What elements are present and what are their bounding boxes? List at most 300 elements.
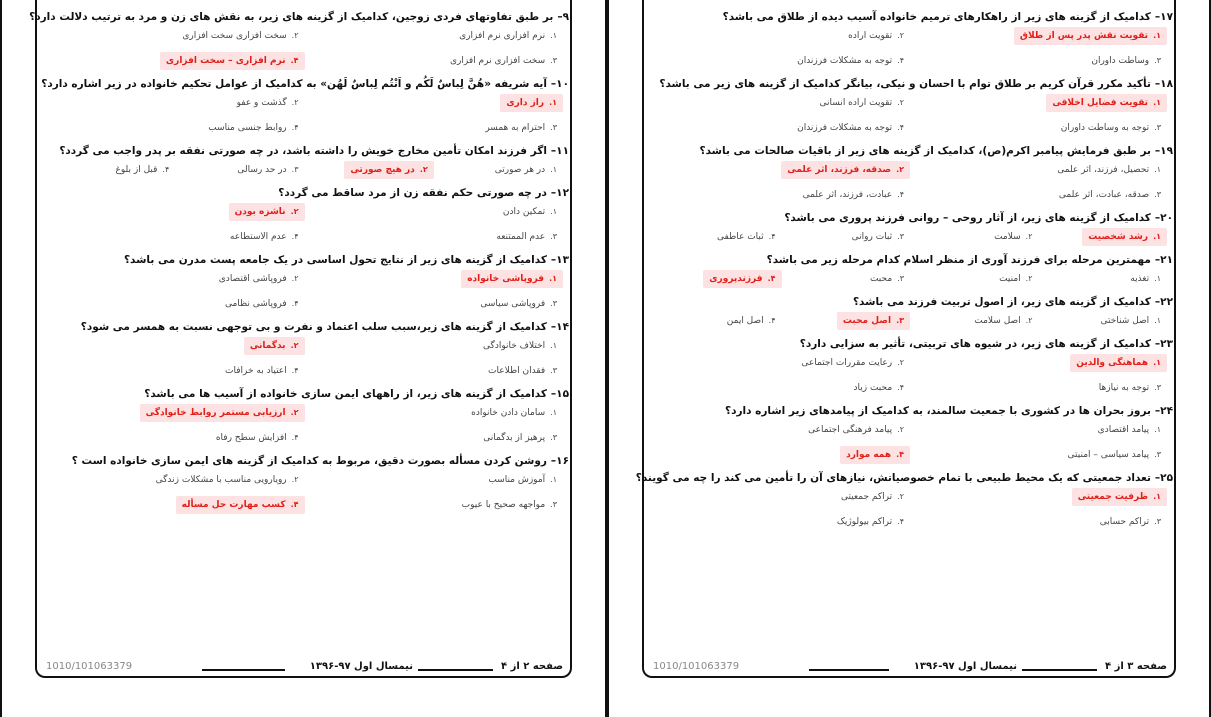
option — [213, 270, 305, 288]
option-number: ۲. — [897, 358, 904, 367]
option-number: ۴. — [291, 433, 299, 442]
option-text: احترام به همسر — [485, 123, 546, 133]
question-block — [653, 253, 1173, 288]
option — [497, 203, 563, 221]
option-number: ۴. — [768, 316, 776, 325]
question-block — [29, 10, 569, 70]
question-stem: کدامیک از گزینه های زیر، از راههای ایمن سازی خانواده از آسیب ها می باشد؟ — [144, 388, 547, 400]
option — [846, 228, 910, 246]
option-text: توجه به مشکلات فرزندان — [797, 56, 893, 66]
question-text — [41, 77, 569, 91]
option-text: صدقه، عبادت، اثر علمی — [1058, 190, 1150, 200]
option-number: ۳. — [550, 500, 557, 509]
question-number: ۱۴– — [550, 321, 569, 333]
option-text: تقویت نقش پدر پس از طلاق — [1019, 31, 1149, 41]
question-number: ۱۷– — [1154, 11, 1173, 23]
option-text: صدقه، فرزند، اثر علمی — [787, 165, 892, 175]
option-text: افزایش سطح رفاه — [215, 433, 287, 443]
option-number: ۴. — [897, 123, 904, 132]
options-grid — [46, 161, 569, 179]
question-text — [46, 320, 569, 334]
option — [150, 471, 305, 489]
option-number: ۴. — [897, 56, 904, 65]
page-number: صفحه ۳ از ۴ — [1105, 661, 1167, 672]
option-text: محبت — [869, 274, 893, 284]
option-text: تقویت اراده — [848, 31, 893, 41]
option-number: ۱. — [1154, 274, 1161, 283]
option-correct — [1072, 488, 1167, 506]
option-number: ۱. — [1153, 98, 1161, 107]
option-text: تمکین دادن — [502, 207, 546, 217]
option-text: نرم افزاری – سخت افزاری — [165, 56, 286, 66]
question-text — [653, 10, 1173, 24]
option-correct — [176, 496, 305, 514]
question-text — [46, 144, 569, 158]
options-grid — [46, 337, 569, 380]
option-number: ۲. — [897, 425, 904, 434]
question-number: ۱۳– — [550, 254, 569, 266]
option — [1051, 161, 1167, 179]
options-grid — [653, 94, 1173, 137]
option-text: تراکم حسابی — [1099, 517, 1150, 527]
option — [479, 119, 563, 137]
option-number: ۲. — [291, 274, 299, 283]
option-text: اصل سلامت — [974, 316, 1021, 326]
question-text — [46, 253, 569, 267]
question-stem: کدامیک از گزینه های زیر از راهکارهای ترمیم خانواده آسیب دیده از طلاق می باشد؟ — [722, 11, 1151, 23]
option — [477, 337, 563, 355]
footer-rule — [1022, 669, 1097, 671]
question-number: ۱۶– — [550, 455, 569, 467]
option — [988, 228, 1038, 246]
option-text: بدگمانی — [249, 341, 286, 351]
option-text: رویارویی مناسب با مشکلات زندگی — [155, 475, 287, 485]
question-text — [653, 253, 1173, 267]
question-text — [635, 471, 1173, 485]
option-text: تراکم بیولوژیک — [836, 517, 893, 527]
option-text: ظرفیت جمعیتی — [1077, 492, 1149, 502]
option-number: ۲. — [1025, 232, 1033, 241]
option-text: اصل ایمن — [726, 316, 764, 326]
question-block — [653, 144, 1173, 204]
option-text: گذشت و عفو — [236, 98, 287, 108]
option-number: ۳. — [1154, 123, 1161, 132]
option — [795, 354, 910, 372]
question-text — [46, 454, 569, 468]
question-stem: کدامیک از گزینه های زیر، در شیوه های تربیتی، تأثیر به سزایی دارد؟ — [799, 338, 1151, 350]
exam-page-3 — [607, 0, 1211, 717]
option-number: ۳. — [550, 299, 557, 308]
question-number: ۲۰– — [1154, 212, 1173, 224]
question-text — [653, 211, 1173, 225]
option-text: پیامد اقتصادی — [1097, 425, 1150, 435]
option-number: ۲. — [290, 207, 299, 216]
option-number: ۳. — [1154, 56, 1161, 65]
option-text: ناشزه بودن — [234, 207, 286, 217]
option — [110, 161, 176, 179]
options-grid — [653, 27, 1173, 70]
option-text: عدم الممتنعه — [496, 232, 546, 242]
option — [490, 228, 563, 246]
option-text: مواجهه صحیح با عیوب — [461, 500, 546, 510]
question-stem: مهمترین مرحله برای فرزند آوری از منظر اسلام کدام مرحله زیر می باشد؟ — [766, 254, 1151, 266]
option-number: ۳. — [550, 123, 557, 132]
option-correct — [160, 52, 305, 70]
option-correct — [1082, 228, 1167, 246]
options-grid — [653, 270, 1173, 288]
option-number: ۳. — [1154, 517, 1161, 526]
option-number: ۱. — [1153, 232, 1161, 241]
option-text: اصل محبت — [842, 316, 892, 326]
option-text: ثبات روانی — [851, 232, 893, 242]
option — [835, 488, 910, 506]
option — [477, 429, 563, 447]
options-grid — [46, 94, 569, 137]
option-number: ۲. — [897, 98, 904, 107]
option-number: ۴. — [291, 299, 299, 308]
question-number: ۲۵– — [1154, 472, 1173, 484]
option-number: ۴. — [291, 366, 299, 375]
question-text — [29, 10, 569, 24]
option-text: تراکم جمعیتی — [841, 492, 893, 502]
option — [814, 94, 910, 112]
question-text — [653, 337, 1173, 351]
question-list — [29, 10, 569, 521]
option-number: ۳. — [897, 274, 904, 283]
option-text: ارزیابی مستمر روابط خانوادگی — [145, 408, 286, 418]
option-number: ۲. — [1025, 274, 1033, 283]
question-stem: آیه شریفه «هُنَّ لِباسٌ لَکُم و اَنْتُم لِباسٌ لَهُن» به کدامیک از عوامل تحکیم خانواده در زیر اشاره دارد؟ — [41, 78, 547, 90]
option-number: ۳. — [550, 366, 557, 375]
option-number: ۱. — [550, 165, 557, 174]
option — [711, 228, 781, 246]
question-block — [653, 10, 1173, 70]
semester-label: نیمسال اول ۹۷-۱۳۹۶ — [309, 661, 413, 672]
option-text: هماهنگی والدین — [1076, 358, 1149, 368]
option-text: اختلاف خانوادگی — [483, 341, 546, 351]
option-number: ۳. — [897, 232, 904, 241]
option — [219, 295, 305, 313]
option — [456, 496, 563, 514]
option-number: ۳. — [550, 433, 557, 442]
option — [791, 52, 910, 70]
option-correct — [703, 270, 781, 288]
option — [1092, 421, 1167, 439]
option — [465, 404, 563, 422]
option-number: ۳. — [550, 56, 557, 65]
option-number: ۲. — [897, 31, 904, 40]
option-text: توجه به وساطت داوران — [1060, 123, 1150, 133]
option — [444, 52, 563, 70]
option-text: رشد شخصیت — [1088, 232, 1149, 242]
question-text — [653, 295, 1173, 309]
option-number: ۱. — [1154, 425, 1161, 434]
option-text: تقویت اراده انسانی — [819, 98, 893, 108]
question-text — [653, 144, 1173, 158]
option — [1095, 312, 1167, 330]
option-text: سامان دادن خانواده — [471, 408, 546, 418]
option — [721, 312, 782, 330]
option-number: ۴. — [896, 450, 904, 459]
option — [176, 27, 304, 45]
option — [993, 270, 1038, 288]
option — [210, 429, 305, 447]
option — [831, 513, 910, 531]
option-text: فقدان اطلاعات — [487, 366, 546, 376]
page-footer — [653, 661, 1167, 677]
option-text: پیامد سیاسی – امنیتی — [1067, 450, 1150, 460]
option-number: ۴. — [897, 517, 904, 526]
option-text: رعایت مقررات اجتماعی — [801, 358, 893, 368]
option-text: اعتیاد به خرافات — [225, 366, 287, 376]
option — [474, 295, 563, 313]
option-text: سلامت — [994, 232, 1021, 242]
question-block — [653, 211, 1173, 246]
question-block — [46, 253, 569, 313]
option-text: عدم الاستطاعه — [229, 232, 287, 242]
option — [202, 119, 304, 137]
footer-rule — [809, 669, 889, 671]
option-text: عبادت، فرزند، اثر علمی — [802, 190, 893, 200]
question-stem: تأکید مکرر قرآن کریم بر طلاق توام با احسان و نیکی، بیانگر کدامیک از گزینه های زیر می باشد؟ — [659, 78, 1151, 90]
question-number: ۲۳– — [1154, 338, 1173, 350]
option-number: ۳. — [550, 232, 557, 241]
option — [968, 312, 1038, 330]
option-correct — [840, 446, 910, 464]
option-text: فروپاشی اقتصادی — [218, 274, 287, 284]
option-text: پرهیز از بدگمانی — [483, 433, 546, 443]
question-list — [635, 10, 1173, 538]
option-text: توجه به مشکلات فرزندان — [797, 123, 893, 133]
options-grid — [46, 203, 569, 246]
option-number: ۱. — [550, 207, 557, 216]
question-block — [46, 320, 569, 380]
question-stem: روشن کردن مسأله بصورت دقیق، مربوط به کدامیک از گزینه های ایمن سازی خانواده است ؟ — [71, 455, 547, 467]
option — [848, 379, 911, 397]
option — [791, 119, 910, 137]
options-grid — [653, 161, 1173, 204]
option-text: در هر صورتی — [494, 165, 546, 175]
option-text: کسب مهارت حل مسأله — [181, 500, 286, 510]
question-block — [46, 144, 569, 179]
exam-code: 1010/101063379 — [653, 661, 740, 672]
option-text: وساطت داوران — [1091, 56, 1150, 66]
option-number: ۳. — [1154, 450, 1161, 459]
option-text: قبل از بلوغ — [115, 165, 158, 175]
option-number: ۱. — [550, 341, 557, 350]
option-correct — [344, 161, 433, 179]
question-text — [46, 186, 569, 200]
option-text: محبت زیاد — [853, 383, 893, 393]
option — [1062, 446, 1167, 464]
options-grid — [653, 354, 1173, 397]
question-stem: بر طبق فرمایش پیامبر اکرم(ص)، کدامیک از گزینه های زیر از باقیات صالحات می باشد؟ — [699, 145, 1151, 157]
option-number: ۴. — [291, 123, 299, 132]
exam-code: 1010/101063379 — [46, 661, 133, 672]
option-number: ۴. — [290, 56, 299, 65]
option-text: فروپاشی سیاسی — [480, 299, 546, 309]
option-text: راز داری — [506, 98, 545, 108]
option-number: ۱. — [550, 31, 557, 40]
option-correct — [1046, 94, 1167, 112]
question-number: ۱۸– — [1154, 78, 1173, 90]
option-correct — [244, 337, 305, 355]
question-block — [46, 186, 569, 246]
question-text — [46, 387, 569, 401]
option — [1093, 379, 1167, 397]
option — [797, 186, 910, 204]
question-number: ۱۲– — [550, 187, 569, 199]
question-stem: بر طبق تفاوتهای فردی زوجین، کدامیک از گزینه های زیر، به نقش های زن و مرد به ترتیب دلالت دارد؟ — [29, 11, 554, 23]
option-text: فروپاشی خانواده — [467, 274, 545, 284]
question-number: ۱۹– — [1154, 145, 1173, 157]
question-number: ۱۰– — [550, 78, 569, 90]
option-text: ثبات عاطفی — [717, 232, 764, 242]
options-grid — [653, 228, 1173, 246]
option-text: تغذیه — [1130, 274, 1150, 284]
option-text: سخت افزاری نرم افزاری — [450, 56, 546, 66]
options-grid — [46, 27, 569, 70]
question-block — [653, 404, 1173, 464]
option-correct — [1070, 354, 1167, 372]
option-correct — [781, 161, 910, 179]
option-number: ۴. — [162, 165, 170, 174]
question-number: ۱۱– — [550, 145, 569, 157]
option — [1124, 270, 1167, 288]
option-correct — [837, 312, 910, 330]
option-number: ۳. — [1154, 383, 1161, 392]
option-number: ۱. — [1153, 492, 1161, 501]
option — [842, 27, 910, 45]
option-number: ۲. — [896, 165, 904, 174]
option-number: ۱. — [550, 408, 557, 417]
question-block — [41, 77, 569, 137]
question-number: ۲۲– — [1154, 296, 1173, 308]
option-number: ۲. — [1025, 316, 1033, 325]
option-number: ۴. — [290, 500, 299, 509]
option-text: نرم افزاری نرم افزاری — [459, 31, 546, 41]
option-text: فرزندپروری — [709, 274, 763, 284]
option-number: ۳. — [896, 316, 904, 325]
option-number: ۴. — [768, 232, 776, 241]
option-correct — [1014, 27, 1167, 45]
page-footer — [46, 661, 563, 677]
question-number: ۹– — [557, 11, 569, 23]
option — [864, 270, 910, 288]
option-number: ۱. — [550, 475, 557, 484]
question-stem: در چه صورتی حکم نفقه زن از مرد ساقط می گردد؟ — [278, 187, 547, 199]
semester-label: نیمسال اول ۹۷-۱۳۹۶ — [913, 661, 1017, 672]
options-grid — [46, 471, 569, 514]
option-number: ۴. — [767, 274, 776, 283]
question-block — [46, 387, 569, 447]
question-block — [653, 77, 1173, 137]
option-text: فروپاشی نظامی — [224, 299, 287, 309]
footer-rule — [418, 669, 493, 671]
option-text: سخت افزاری سخت افزاری — [182, 31, 287, 41]
question-stem: کدامیک از گزینه های زیر، از آثار روحی – روانی فرزند پروری می باشد؟ — [784, 212, 1151, 224]
option-number: ۲. — [291, 98, 299, 107]
option-number: ۳. — [1154, 190, 1161, 199]
question-text — [653, 77, 1173, 91]
option — [1055, 119, 1167, 137]
option — [1094, 513, 1167, 531]
option — [482, 362, 563, 380]
options-grid — [653, 312, 1173, 330]
option — [231, 94, 305, 112]
option-text: تقویت فضایل اخلاقی — [1052, 98, 1149, 108]
option — [1085, 52, 1167, 70]
option-number: ۴. — [897, 383, 904, 392]
option — [219, 362, 305, 380]
option-number: ۲. — [290, 408, 299, 417]
option-text: تحصیل، فرزند، اثر علمی — [1057, 165, 1150, 175]
option-number: ۲. — [291, 31, 299, 40]
option-number: ۲. — [419, 165, 428, 174]
options-grid — [46, 404, 569, 447]
option — [802, 421, 910, 439]
option-correct — [500, 94, 563, 112]
option — [453, 27, 563, 45]
page-number: صفحه ۲ از ۴ — [501, 661, 563, 672]
option-text: در حد رسالی — [237, 165, 287, 175]
question-number: ۲۱– — [1154, 254, 1173, 266]
question-block — [653, 337, 1173, 397]
question-stem: کدامیک از گزینه های زیر،سبب سلب اعتماد و نفرت و بی توجهی نسبت به همسر می شود؟ — [80, 321, 547, 333]
option-correct — [229, 203, 305, 221]
option — [224, 228, 305, 246]
option-number: ۲. — [290, 341, 299, 350]
option-text: روابط جنسی مناسب — [208, 123, 287, 133]
option-text: اصل شناختی — [1100, 316, 1150, 326]
footer-rule — [202, 669, 285, 671]
question-stem: تعداد جمعیتی که یک محیط طبیعی با تمام خصوصیاتش، نیازهای آن را تأمین می کند را چه می گویند؟ — [635, 472, 1151, 484]
option-number: ۱. — [549, 98, 557, 107]
option-text: در هیچ صورتی — [350, 165, 415, 175]
options-grid — [46, 270, 569, 313]
option-correct — [140, 404, 305, 422]
question-stem: کدامیک از گزینه های زیر، از اصول تربیت فرزند می باشد؟ — [852, 296, 1151, 308]
option-number: ۱. — [1153, 31, 1161, 40]
option-text: توجه به نیازها — [1098, 383, 1150, 393]
option — [489, 161, 563, 179]
option-number: ۱. — [1153, 358, 1161, 367]
options-grid — [653, 421, 1173, 464]
option-correct — [461, 270, 563, 288]
question-block — [46, 454, 569, 514]
option — [1053, 186, 1167, 204]
option-number: ۱. — [549, 274, 557, 283]
option-number: ۱. — [1154, 165, 1161, 174]
option-text: آموزش مناسب — [488, 475, 546, 485]
option-number: ۴. — [291, 232, 299, 241]
option — [231, 161, 304, 179]
option-number: ۲. — [897, 492, 904, 501]
question-stem: کدامیک از گزینه های زیر از نتایج تحول اساسی در یک جامعه پست مدرن می باشد؟ — [123, 254, 547, 266]
options-grid — [653, 488, 1173, 531]
option-number: ۱. — [1154, 316, 1161, 325]
question-stem: اگر فرزند امکان تأمین مخارج خویش را داشته باشد، در چه صورتی نفقه بر پدر واجب می گردد؟ — [59, 145, 547, 157]
question-block — [635, 471, 1173, 531]
option-text: امنیت — [999, 274, 1021, 284]
question-stem: بروز بحران ها در کشوری با جمعیت سالمند، به کدامیک از پیامدهای زیر اشاره دارد؟ — [725, 405, 1151, 417]
question-text — [653, 404, 1173, 418]
option-number: ۳. — [291, 165, 299, 174]
option-text: همه موارد — [846, 450, 892, 460]
question-number: ۲۴– — [1154, 405, 1173, 417]
question-number: ۱۵– — [550, 388, 569, 400]
option — [482, 471, 563, 489]
